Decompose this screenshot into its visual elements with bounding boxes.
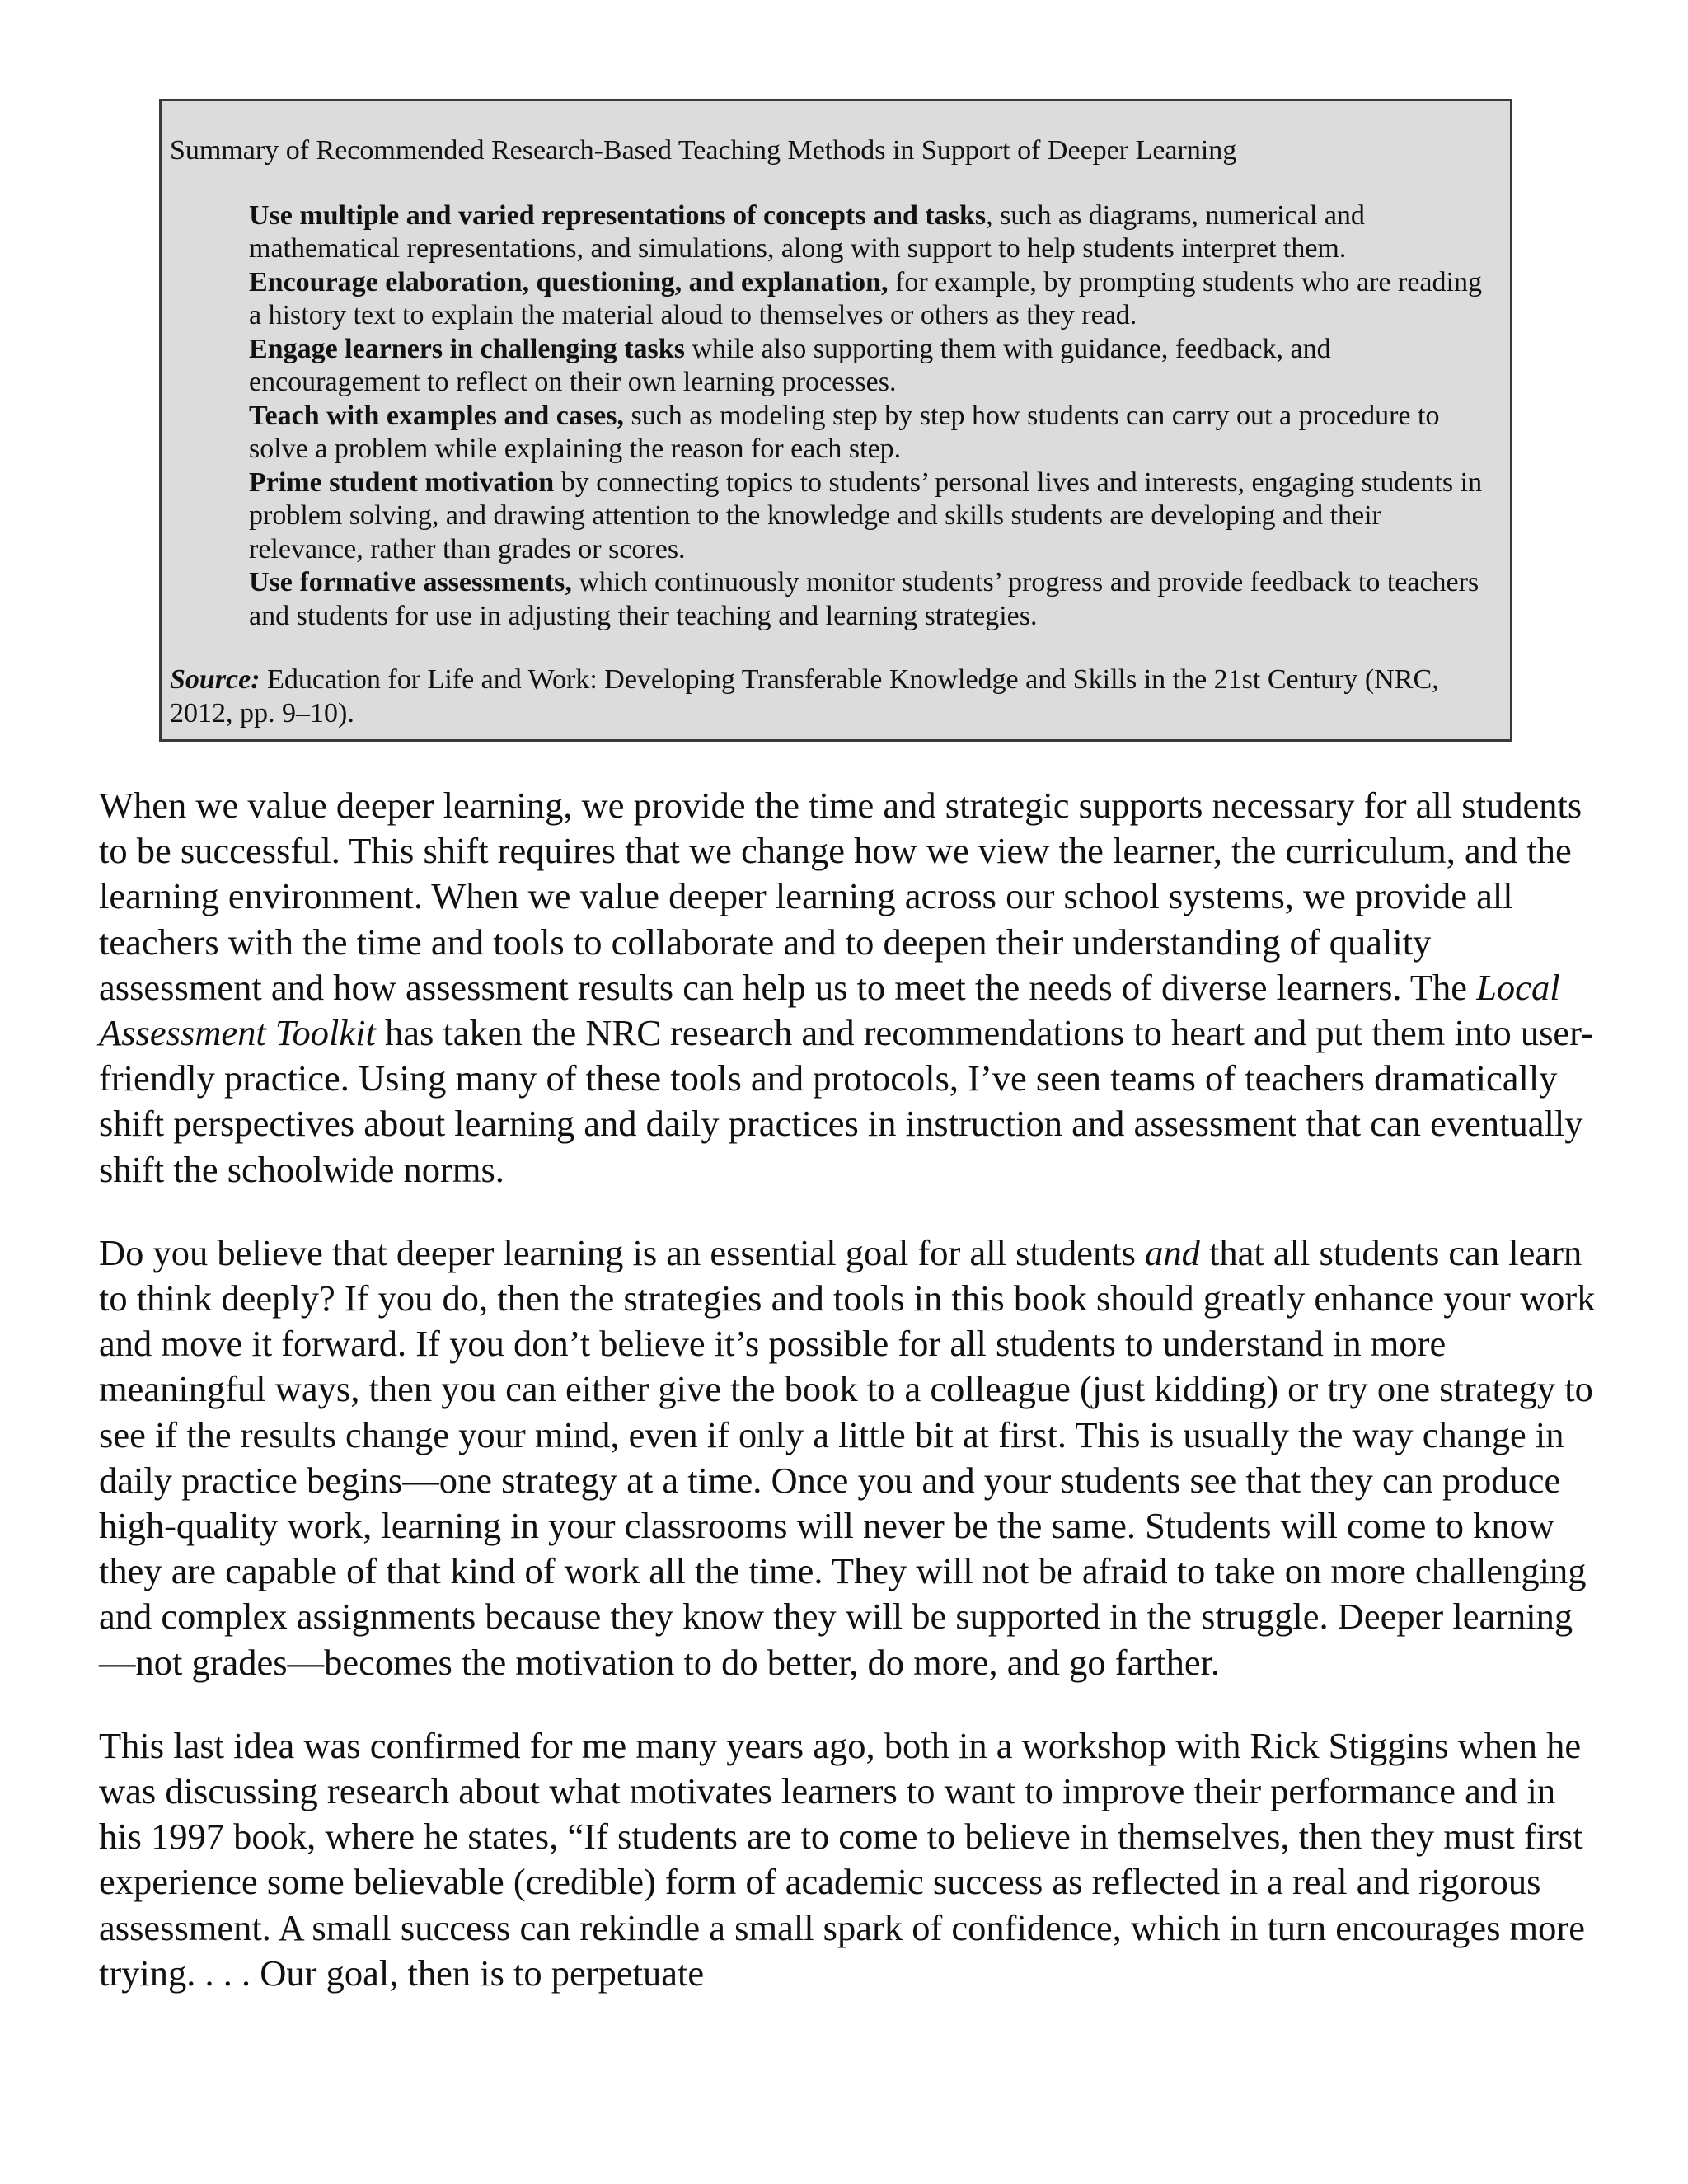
source-text: Education for Life and Work: Developing Transferable Knowledge and Skills in the 21st Century (NRC, 2012, pp. 9–10). [170, 664, 1439, 729]
methods-list [170, 199, 1500, 634]
method-heading: Engage learners in challenging tasks [249, 333, 685, 364]
source-label: Source: [170, 664, 260, 695]
method-heading: Use multiple and varied representations of concepts and tasks [249, 199, 987, 231]
method-description: such as modeling step by step how students can carry out a procedure to solve a problem while explaining the reason for each step. [249, 400, 1440, 464]
method-item [249, 400, 1500, 466]
paragraph-2-text-b: that all students can learn to think deeply? If you do, then the strategies and tools in this book should greatly enhance your work and move it forward. If you don’t believe it’s possible for all students to understand in more meaningful ways, then you can either give the book to a colleague (just kidding) or try one strategy to see if the results change your mind, even if only a little bit at first. This is usually the way change in daily practice begins—one strategy at a time. Once you and your students see that they can produce high-quality work, learning in your classrooms will never be the same. Students will come to know they are capable of that kind of work all the time. They will not be afraid to take on more challenging and complex assignments because they know they will be supported in the struggle. Deeper learning—not grades—becomes the motivation to do better, do more, and go farther. [99, 1231, 1596, 1683]
method-heading: Encourage elaboration, questioning, and explanation, [249, 266, 889, 298]
emphasis-and: and [1145, 1231, 1200, 1273]
method-description: which continuously monitor students’ progress and provide feedback to teachers and students for use in adjusting their teaching and learning strategies. [249, 567, 1479, 631]
method-description: , such as diagrams, numerical and mathematical representations, and simulations, along with support to help students interpret them. [249, 199, 1365, 264]
method-item [249, 199, 1500, 266]
method-item [249, 266, 1500, 333]
paragraph-1-text-b: has taken the NRC research and recommendations to heart and put them into user-friendly practice. Using many of these tools and protocols, I’ve seen teams of teachers dramatically shift perspectives about learning and daily practices in instruction and assessment that can eventually shift the schoolwide norms. [99, 1012, 1593, 1190]
method-item [249, 333, 1500, 400]
method-heading: Prime student motivation [249, 466, 555, 498]
paragraph-2-text-a: Do you believe that deeper learning is an essential goal for all students [99, 1231, 1146, 1273]
summary-title: Summary of Recommended Research-Based Teaching Methods in Support of Deeper Learning [170, 135, 1237, 166]
method-description: for example, by prompting students who are reading a history text to explain the material aloud to themselves or others as they read. [249, 266, 1482, 330]
method-heading: Teach with examples and cases, [249, 400, 624, 431]
paragraph-3: This last idea was confirmed for me many years ago, both in a workshop with Rick Stiggins when he was discussing research about what motivates learners to want to improve their performance and in his 1997 book, where he states, “If students are to come to believe in themselves, then they must first experience some believable (credible) form of academic success as reflected in a real and rigorous assessment. A small success can rekindle a small spark of confidence, which in turn encourages more trying. . . . Our goal, then is to perpetuate [99, 1724, 1585, 1994]
method-heading: Use formative assessments, [249, 567, 572, 598]
paragraph-1-text-a: When we value deeper learning, we provide the time and strategic supports necessary for all students to be successful. This shift requires that we change how we view the learner, the curriculum, and the learning environment. When we value deeper learning across our school systems, we provide all teachers with the time and tools to collaborate and to deepen their understanding of quality assessment and how assessment results can help us to meet the needs of diverse learners. The [99, 785, 1582, 1008]
method-item [249, 566, 1500, 633]
book-title: Local Assessment Toolkit [99, 966, 1560, 1054]
method-description: while also supporting them with guidance, feedback, and encouragement to reflect on their own learning processes. [249, 333, 1331, 397]
source-citation [170, 663, 1500, 730]
paragraph-1 [99, 783, 1599, 1193]
method-item [249, 466, 1500, 567]
method-description: by connecting topics to students’ personal lives and interests, engaging students in problem solving, and drawing attention to the knowledge and skills students are developing and their relevance, rather than grades or scores. [249, 466, 1483, 565]
paragraph-2 [99, 1230, 1599, 1685]
body-text [99, 783, 1599, 2034]
summary-box [159, 99, 1512, 742]
